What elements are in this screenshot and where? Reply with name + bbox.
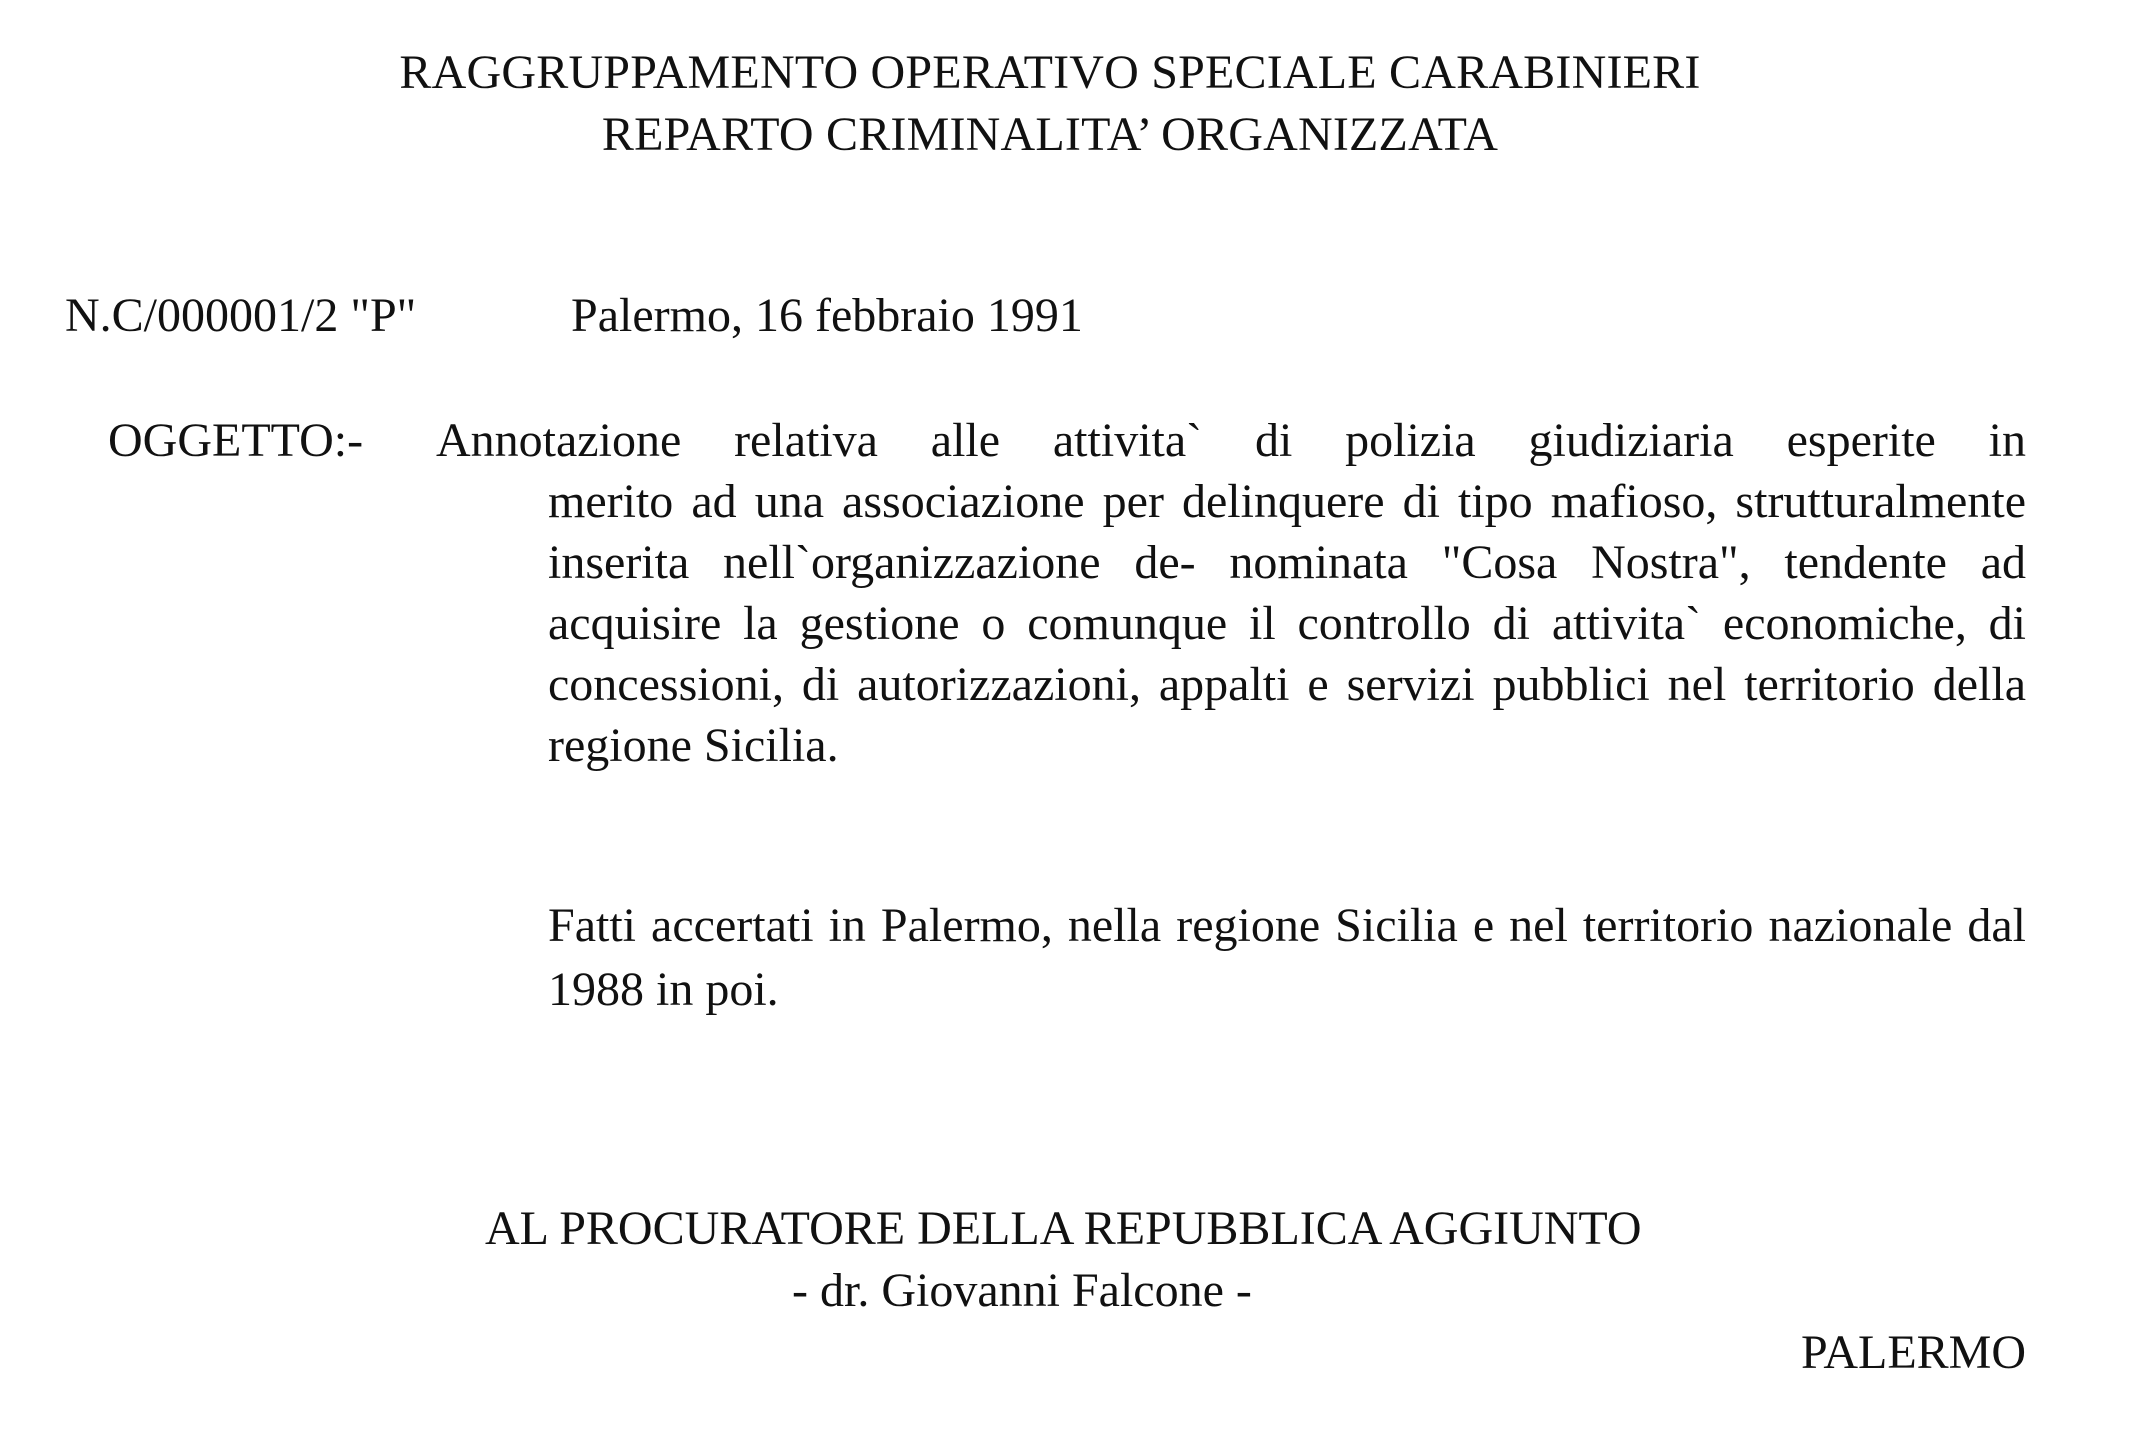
protocol-number: N.C/000001/2 "P" bbox=[65, 289, 417, 342]
facts-paragraph: Fatti accertati in Palermo, nella regione Sicilia e nel territorio nazionale dal 1988 in poi. bbox=[548, 899, 2026, 1016]
letterhead-line-2: REPARTO CRIMINALITA’ ORGANIZZATA bbox=[601, 108, 1499, 161]
place-date: Palermo, 16 febbraio 1991 bbox=[571, 289, 1083, 342]
letterhead bbox=[0, 42, 2100, 166]
letterhead-line-1: RAGGRUPPAMENTO OPERATIVO SPECIALE CARABINIERI bbox=[399, 46, 1701, 99]
subject-continuation bbox=[548, 471, 2026, 776]
reference-row bbox=[65, 285, 1083, 347]
subject-continuation-text: merito ad una associazione per delinquere di tipo mafioso, strutturalmente inserita nell`organizzazione de- nominata "Cosa Nostra", tendente ad acquisire la gestione o comunque il controllo di attivita` economiche, di concessioni, di autorizzazioni, appalti e servizi pubblici nel territorio della regione Sicilia. bbox=[548, 475, 2026, 772]
subject-first-line: Annotazione relativa alle attivita` di polizia giudiziaria esperite in bbox=[436, 414, 2026, 467]
addressee-title: AL PROCURATORE DELLA REPUBBLICA AGGIUNTO bbox=[485, 1202, 1642, 1255]
addressee-name: - dr. Giovanni Falcone - bbox=[792, 1264, 1252, 1317]
addressee-city: PALERMO bbox=[1801, 1326, 2026, 1379]
subject-label: OGGETTO:- bbox=[108, 414, 364, 467]
